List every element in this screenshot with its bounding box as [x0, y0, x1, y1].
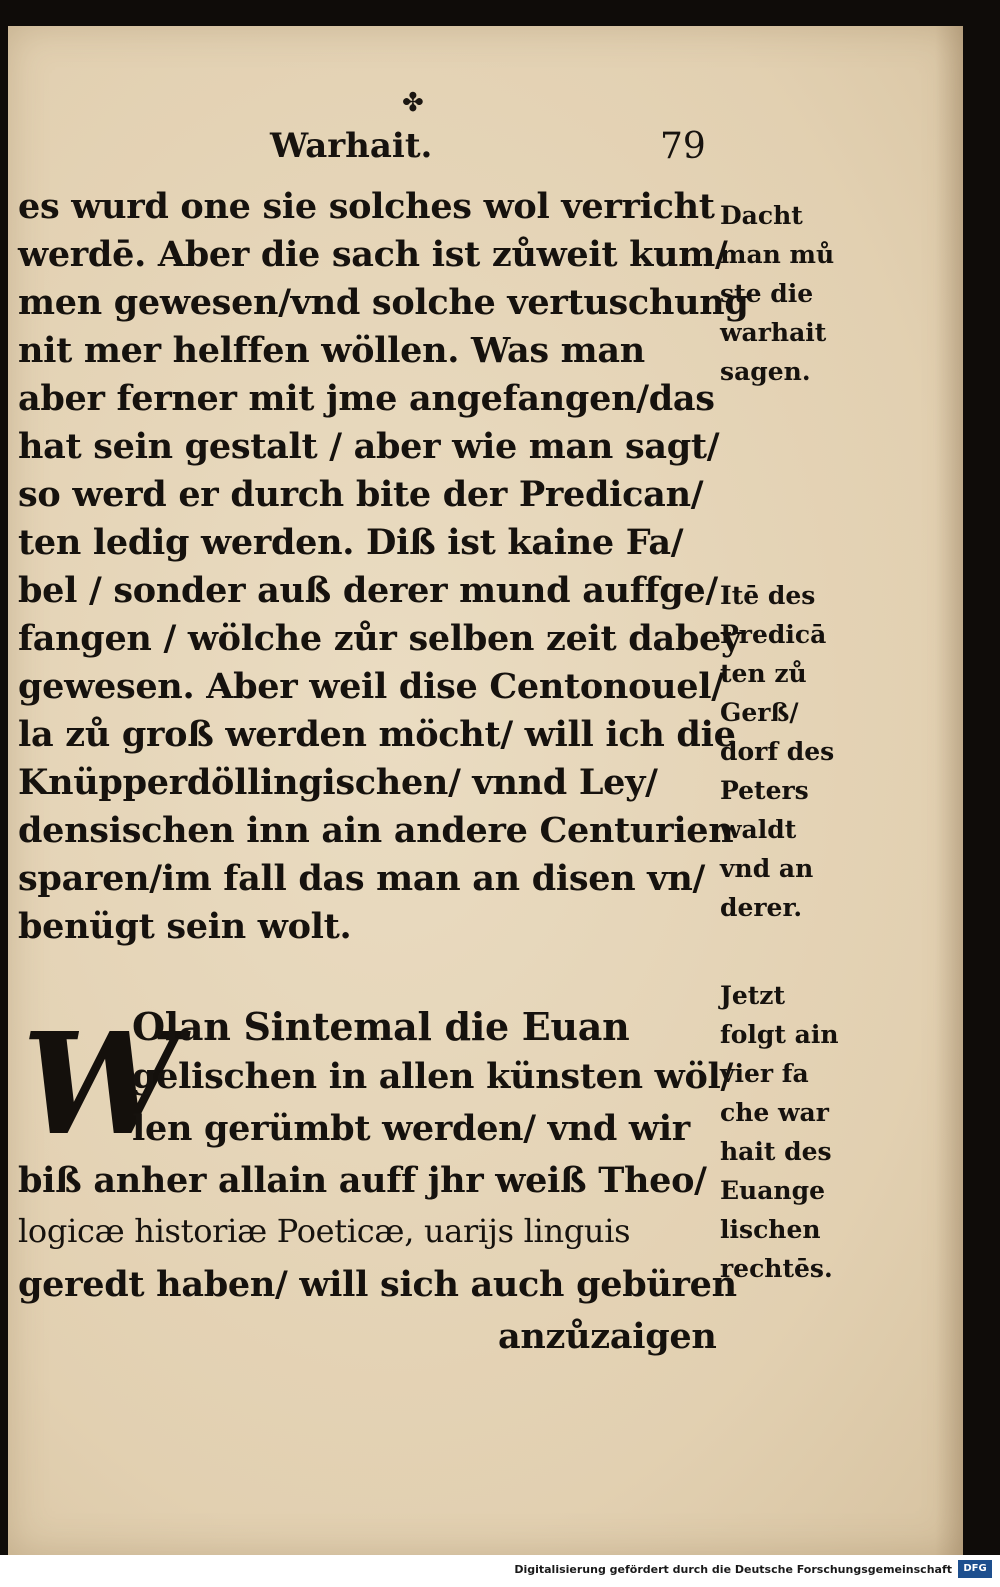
dfg-logo-icon: DFG	[958, 1560, 992, 1578]
text-line: densischen inn ain andere Centurien	[18, 810, 734, 851]
catchword: anzůzaigen	[498, 1316, 717, 1357]
running-head: Warhait.	[270, 126, 433, 166]
marginal-note-line: waldt	[720, 815, 797, 844]
text-line: biß anher allain auff jhr weiß Theo/	[18, 1160, 707, 1201]
colophon-bar	[0, 1555, 1000, 1587]
text-line: nit mer helffen wöllen. Was man	[18, 330, 645, 371]
marginal-note-line: Gerß/	[720, 698, 799, 727]
book-page	[8, 26, 963, 1555]
text-line: sparen/im fall das man an disen vn/	[18, 858, 705, 899]
marginal-note-line: Itē des	[720, 581, 816, 610]
marginal-note-line: vnd an	[720, 854, 814, 883]
decorated-initial: W	[22, 1003, 180, 1167]
marginal-note-line: Euange	[720, 1176, 825, 1205]
text-line: bel / sonder auß derer mund auffge/	[18, 570, 718, 611]
marginal-note-line: rechtēs.	[720, 1254, 833, 1283]
marginal-note-line: Peters	[720, 776, 809, 805]
text-line: logicæ historiæ Poeticæ, uarijs linguis	[18, 1212, 631, 1250]
text-line: benügt sein wolt.	[18, 906, 352, 947]
text-line: hat sein gestalt / aber wie man sagt/	[18, 426, 720, 467]
ornament-icon: ✤	[402, 88, 424, 118]
page-number: 79	[660, 126, 706, 167]
marginal-note	[720, 196, 890, 391]
text-line: fangen / wölche zůr selben zeit dabey	[18, 618, 742, 659]
marginal-note-line: lischen	[720, 1215, 821, 1244]
marginal-note-line: warhait	[720, 318, 827, 347]
marginal-note-line: derer.	[720, 893, 803, 922]
marginal-note-line: che war	[720, 1098, 829, 1127]
text-line: aber ferner mit jme angefangen/das	[18, 378, 715, 419]
funding-credit: Digitalisierung gefördert durch die Deutsche Forschungsgemeinschaft	[514, 1563, 952, 1576]
text-line: Olan Sintemal die Euan	[132, 1004, 630, 1049]
marginal-note-line: man mů	[720, 240, 835, 269]
marginal-note-line: ten zů	[720, 659, 807, 688]
marginal-note	[720, 976, 890, 1288]
text-line: ten ledig werden. Diß ist kaine Fa/	[18, 522, 684, 563]
text-line: len gerümbt werden/ vnd wir	[132, 1108, 690, 1149]
text-line: geredt haben/ will sich auch gebüren	[18, 1264, 737, 1305]
text-line: men gewesen/vnd solche vertuschung	[18, 282, 749, 323]
text-line: la zů groß werden möcht/ will ich die	[18, 714, 736, 755]
text-line: es wurd one sie solches wol verricht	[18, 186, 715, 227]
text-line: so werd er durch bite der Predican/	[18, 474, 704, 515]
text-line: werdē. Aber die sach ist zůweit kum/	[18, 234, 728, 275]
text-line: gewesen. Aber weil dise Centonouel/	[18, 666, 724, 707]
marginal-note-line: dorf des	[720, 737, 835, 766]
text-line: Knüpperdöllingischen/ vnnd Ley/	[18, 762, 658, 803]
text-line: gelischen in allen künsten wöl/	[132, 1056, 733, 1097]
marginal-note-line: Predicā	[720, 620, 827, 649]
marginal-note-line: hait des	[720, 1137, 832, 1166]
marginal-note-line: ste die	[720, 279, 814, 308]
marginal-note-line: Jetzt	[720, 981, 786, 1010]
marginal-note-line: sagen.	[720, 357, 811, 386]
marginal-note-line: vier fa	[720, 1059, 809, 1088]
marginal-note-line: folgt ain	[720, 1020, 839, 1049]
marginal-note-line: Dacht	[720, 201, 803, 230]
marginal-note	[720, 576, 890, 927]
